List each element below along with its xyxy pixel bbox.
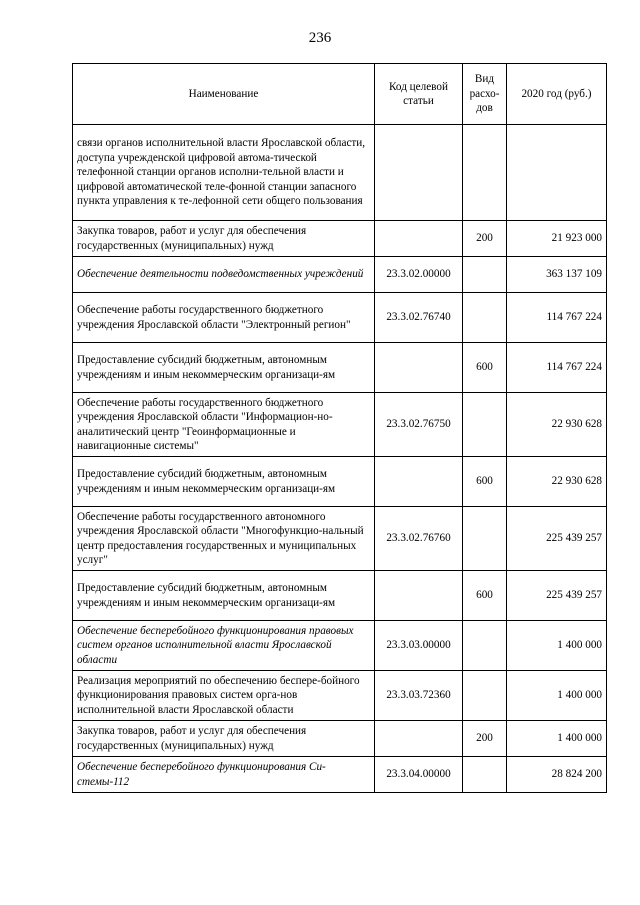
- row-amount: 363 137 109: [507, 257, 607, 293]
- header-name: Наименование: [73, 64, 375, 125]
- table-body: [73, 125, 607, 793]
- row-kind: 600: [463, 343, 507, 393]
- row-amount: [507, 125, 607, 221]
- row-amount: 1 400 000: [507, 721, 607, 757]
- header-code: Код целевой статьи: [375, 64, 463, 125]
- table-row: [73, 721, 607, 757]
- row-kind: [463, 293, 507, 343]
- row-name: Закупка товаров, работ и услуг для обеспечения государственных (муниципальных) нужд: [73, 221, 375, 257]
- table-row: [73, 571, 607, 621]
- table-row: [73, 393, 607, 457]
- row-code: [375, 125, 463, 221]
- row-name: Обеспечение деятельности подведомственных учреждений: [73, 257, 375, 293]
- row-name: связи органов исполнительной власти Ярославской области, доступа учрежденской цифровой автома-тической телефонной станции органов исполни-тельной власти и цифровой автоматической теле-фонной станции запасного пункта управления к те-лефонной сети общего пользования: [73, 125, 375, 221]
- row-name: Обеспечение бесперебойного функционирования Си-стемы-112: [73, 757, 375, 793]
- page-number: 236: [308, 30, 332, 46]
- row-amount: 114 767 224: [507, 343, 607, 393]
- row-code: 23.3.04.00000: [375, 757, 463, 793]
- row-amount: 1 400 000: [507, 621, 607, 671]
- row-amount: 22 930 628: [507, 393, 607, 457]
- row-code: [375, 721, 463, 757]
- row-code: 23.3.02.76750: [375, 393, 463, 457]
- row-amount: 225 439 257: [507, 571, 607, 621]
- table-row: [73, 757, 607, 793]
- table-row: [73, 125, 607, 221]
- row-kind: 200: [463, 221, 507, 257]
- row-name: Реализация мероприятий по обеспечению беспере-бойного функционирования правовых систем орга-нов исполнительной власти Ярославской области: [73, 671, 375, 721]
- row-code: [375, 457, 463, 507]
- row-kind: [463, 757, 507, 793]
- row-kind: 200: [463, 721, 507, 757]
- row-code: 23.3.03.72360: [375, 671, 463, 721]
- row-name: Обеспечение работы государственного бюджетного учреждения Ярославской области "Электронный регион": [73, 293, 375, 343]
- table-row: [73, 671, 607, 721]
- row-kind: [463, 257, 507, 293]
- row-kind: [463, 621, 507, 671]
- row-code: 23.3.02.76740: [375, 293, 463, 343]
- row-code: 23.3.02.00000: [375, 257, 463, 293]
- table-row: [73, 507, 607, 571]
- row-name: Предоставление субсидий бюджетным, автономным учреждениям и иным некоммерческим организаци-ям: [73, 457, 375, 507]
- table-row: [73, 257, 607, 293]
- row-code: [375, 221, 463, 257]
- row-name: Предоставление субсидий бюджетным, автономным учреждениям и иным некоммерческим организаци-ям: [73, 343, 375, 393]
- row-amount: 28 824 200: [507, 757, 607, 793]
- header-amount: 2020 год (руб.): [507, 64, 607, 125]
- row-kind: [463, 125, 507, 221]
- table-row: [73, 343, 607, 393]
- table-row: [73, 621, 607, 671]
- row-name: Предоставление субсидий бюджетным, автономным учреждениям и иным некоммерческим организаци-ям: [73, 571, 375, 621]
- row-name: Обеспечение работы государственного автономного учреждения Ярославской области "Многофункцио-нальный центр предоставления государственных и муниципальных услуг": [73, 507, 375, 571]
- row-kind: [463, 671, 507, 721]
- row-amount: 21 923 000: [507, 221, 607, 257]
- row-amount: 114 767 224: [507, 293, 607, 343]
- header-kind: Вид расхо-дов: [463, 64, 507, 125]
- row-kind: 600: [463, 571, 507, 621]
- row-code: [375, 343, 463, 393]
- row-code: 23.3.02.76760: [375, 507, 463, 571]
- row-code: 23.3.03.00000: [375, 621, 463, 671]
- table-row: [73, 293, 607, 343]
- row-amount: 22 930 628: [507, 457, 607, 507]
- row-kind: [463, 393, 507, 457]
- row-name: Обеспечение бесперебойного функционирования правовых систем органов исполнительной власти Ярославской области: [73, 621, 375, 671]
- row-amount: 1 400 000: [507, 671, 607, 721]
- table-header-row: [73, 64, 607, 125]
- table-row: [73, 457, 607, 507]
- row-amount: 225 439 257: [507, 507, 607, 571]
- row-name: Закупка товаров, работ и услуг для обеспечения государственных (муниципальных) нужд: [73, 721, 375, 757]
- budget-table: [72, 63, 607, 793]
- row-code: [375, 571, 463, 621]
- row-kind: 600: [463, 457, 507, 507]
- table-row: [73, 221, 607, 257]
- row-name: Обеспечение работы государственного бюджетного учреждения Ярославской области "Информацион-но-аналитический центр "Геоинформационные и навигационные системы": [73, 393, 375, 457]
- row-kind: [463, 507, 507, 571]
